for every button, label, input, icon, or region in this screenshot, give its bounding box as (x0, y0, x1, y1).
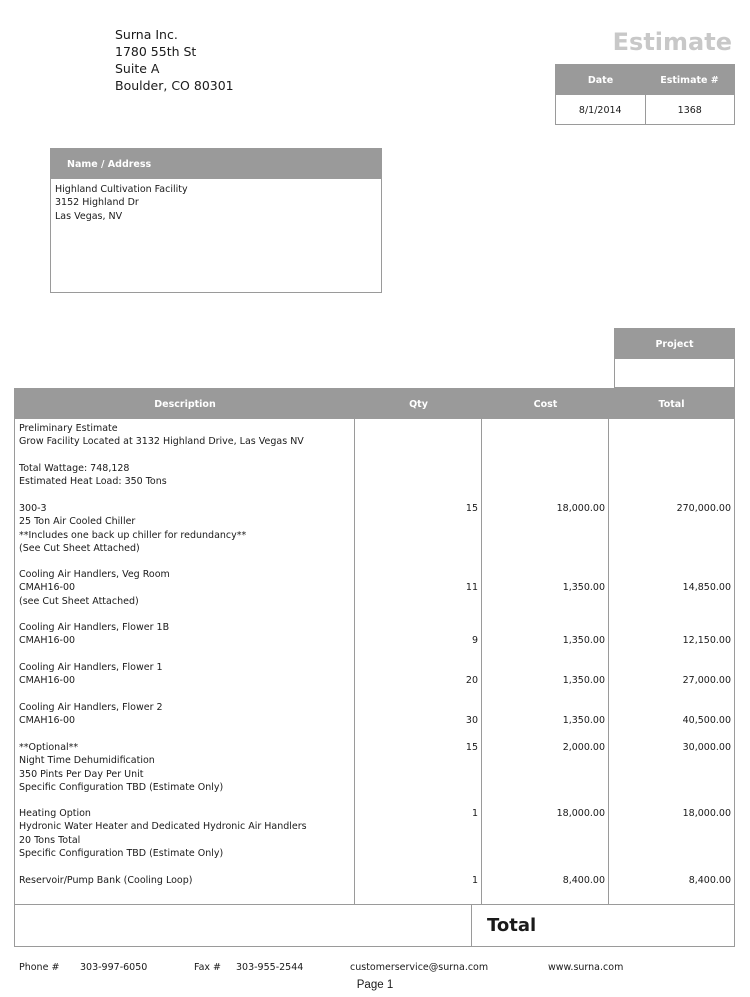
item-cost: 1,350.00 (562, 675, 605, 686)
name-address-header: Name / Address (51, 149, 381, 179)
item-total: 18,000.00 (682, 808, 731, 819)
item-description: Preliminary Estimate Grow Facility Located at 3132 Highland Drive, Las Vegas NV (19, 423, 304, 448)
item-total: 8,400.00 (688, 875, 731, 886)
item-cost: 8,400.00 (562, 875, 605, 886)
company-city: Boulder, CO 80301 (115, 78, 234, 93)
item-qty: 30 (465, 715, 478, 726)
item-total: 40,500.00 (682, 715, 731, 726)
total-label: Total (487, 915, 537, 936)
company-address (115, 26, 234, 94)
total-divider (471, 905, 472, 946)
item-total: 12,150.00 (682, 635, 731, 646)
column-divider (481, 419, 482, 904)
website: www.surna.com (548, 962, 624, 973)
company-street: 1780 55th St (115, 44, 197, 59)
date-estimate-box (555, 64, 735, 125)
item-description: Cooling Air Handlers, Flower 1 CMAH16-00 (19, 662, 163, 687)
address-line: 3152 Highland Dr (55, 197, 139, 209)
line-items-table (14, 388, 735, 905)
name-address-box (50, 148, 382, 293)
address-line: Las Vegas, NV (55, 210, 123, 222)
item-cost: 1,350.00 (562, 582, 605, 593)
estimate-number-value: 1368 (645, 95, 735, 125)
item-cost: 1,350.00 (562, 715, 605, 726)
item-total: 30,000.00 (682, 742, 731, 753)
email-address: customerservice@surna.com (350, 962, 489, 973)
item-description: **Optional** Night Time Dehumidification 350 Pints Per Day Per Unit Specific Configuration TBD (Estimate Only) (19, 742, 224, 793)
item-description: Cooling Air Handlers, Flower 2 CMAH16-00 (19, 702, 163, 727)
item-cost: 2,000.00 (562, 742, 605, 753)
item-total: 27,000.00 (682, 675, 731, 686)
estimate-number-header: Estimate # (660, 74, 719, 86)
qty-header: Qty (409, 398, 428, 410)
item-total: 14,850.00 (682, 582, 731, 593)
item-total: 270,000.00 (676, 503, 731, 514)
cost-header: Cost (533, 398, 558, 410)
date-header: Date (587, 74, 614, 86)
description-header: Description (154, 398, 216, 410)
item-qty: 20 (465, 675, 478, 686)
item-description: Total Wattage: 748,128 Estimated Heat Load: 350 Tons (19, 463, 167, 488)
item-qty: 1 (471, 808, 478, 819)
company-suite: Suite A (115, 61, 160, 76)
table-header-row (15, 389, 734, 419)
column-divider (354, 419, 355, 904)
item-description: Reservoir/Pump Bank (Cooling Loop) (19, 875, 193, 886)
item-description: Cooling Air Handlers, Flower 1B CMAH16-00 (19, 622, 170, 647)
item-cost: 18,000.00 (556, 503, 605, 514)
address-line: Highland Cultivation Facility (55, 184, 188, 195)
item-description: Heating Option Hydronic Water Heater and Dedicated Hydronic Air Handlers 20 Tons Total Specific Configuration TBD (Estimate Only) (19, 808, 307, 859)
document-title: Estimate (612, 28, 732, 56)
item-qty: 9 (471, 635, 478, 646)
item-qty: 15 (465, 742, 478, 753)
company-name: Surna Inc. (115, 27, 178, 42)
date-value: 8/1/2014 (578, 104, 622, 116)
item-qty: 11 (465, 582, 478, 593)
item-cost: 1,350.00 (562, 635, 605, 646)
item-description: Cooling Air Handlers, Veg Room CMAH16-00 (see Cut Sheet Attached) (19, 569, 170, 607)
item-description: 300-3 25 Ton Air Cooled Chiller **Includes one back up chiller for redundancy** (See Cut Sheet Attached) (19, 503, 247, 554)
item-cost: 18,000.00 (556, 808, 605, 819)
total-header: Total (658, 398, 685, 410)
project-header: Project (615, 329, 734, 359)
page-number: Page 1 (356, 979, 394, 991)
column-divider (608, 419, 609, 904)
phone-label: Phone # (19, 962, 60, 973)
phone-number: 303-997-6050 (80, 962, 148, 973)
item-qty: 15 (465, 503, 478, 514)
fax-label: Fax # (194, 962, 222, 973)
total-box (14, 904, 735, 947)
item-qty: 1 (471, 875, 478, 886)
fax-number: 303-955-2544 (236, 962, 304, 973)
project-box (614, 328, 735, 388)
